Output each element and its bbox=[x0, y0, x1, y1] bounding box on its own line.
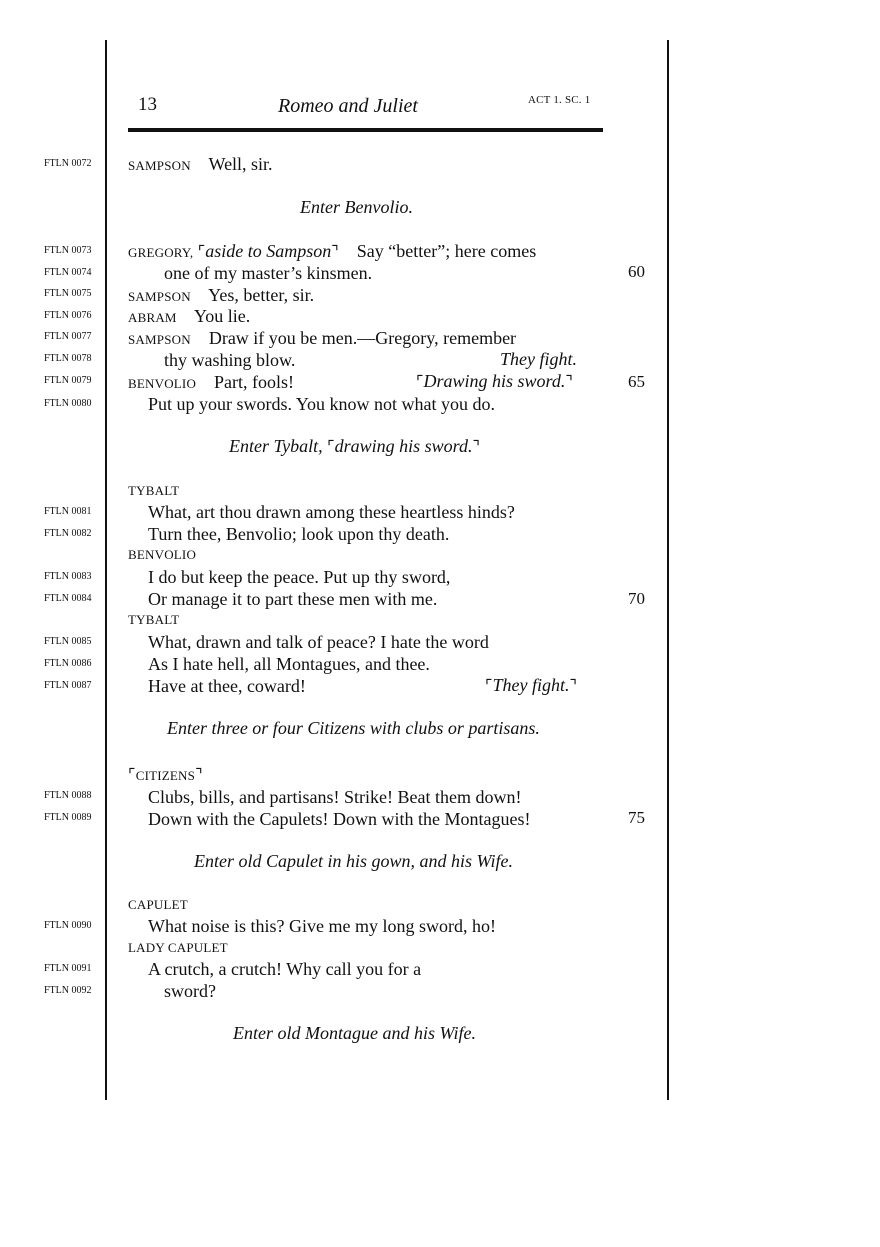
speaker-name: GREGORY, bbox=[128, 245, 194, 260]
speaker-name: CAPULET bbox=[128, 897, 188, 912]
ftln-label: FTLN 0084 bbox=[44, 593, 92, 604]
bracket-open: ⌜ bbox=[128, 767, 136, 784]
left-margin-rule bbox=[105, 40, 107, 1100]
line-text: I do but keep the peace. Put up thy sword, bbox=[148, 567, 451, 587]
speaker-name: TYBALT bbox=[128, 612, 180, 627]
line-text: What noise is this? Give me my long sword, ho! bbox=[148, 916, 496, 936]
bracket-open: ⌜ bbox=[327, 439, 335, 456]
stage-direction-text: Enter Tybalt, bbox=[229, 436, 323, 456]
dialogue-line bbox=[128, 240, 536, 264]
line-text: Turn thee, Benvolio; look upon thy death. bbox=[148, 524, 450, 544]
act-scene-label: ACT 1. SC. 1 bbox=[528, 94, 591, 106]
bracket-open: ⌜ bbox=[197, 244, 206, 261]
line-text: Yes, better, sir. bbox=[208, 285, 315, 305]
line-text: Put up your swords. You know not what you do. bbox=[148, 394, 496, 414]
bracket-close: ⌝ bbox=[472, 439, 481, 456]
ftln-label: FTLN 0085 bbox=[44, 636, 92, 647]
stage-direction: They fight. bbox=[500, 349, 577, 369]
line-text: Well, sir. bbox=[208, 154, 273, 174]
line-number: 65 bbox=[628, 372, 645, 391]
stage-direction-text: Drawing his sword. bbox=[423, 371, 566, 391]
line-text: Say “better”; here comes bbox=[356, 241, 537, 261]
line-text: Part, fools! bbox=[214, 372, 295, 392]
stage-direction-text: drawing his sword. bbox=[334, 436, 473, 456]
bracket-close: ⌝ bbox=[565, 374, 573, 391]
ftln-label: FTLN 0073 bbox=[44, 245, 92, 256]
line-text: thy washing blow. bbox=[164, 350, 296, 370]
line-text: You lie. bbox=[194, 306, 251, 326]
stage-direction: Enter old Montague and his Wife. bbox=[233, 1023, 476, 1043]
line-text: one of my master’s kinsmen. bbox=[164, 263, 373, 283]
speaker-name: LADY CAPULET bbox=[128, 940, 228, 955]
aside-direction: aside to Sampson bbox=[205, 241, 332, 261]
dialogue-line bbox=[128, 327, 516, 351]
line-number: 75 bbox=[628, 808, 645, 827]
speaker-name-text: CITIZENS bbox=[135, 768, 196, 783]
ftln-label: FTLN 0089 bbox=[44, 812, 92, 823]
header-rule bbox=[128, 128, 603, 132]
stage-direction-text: They fight. bbox=[492, 675, 570, 695]
speaker-name: ABRAM bbox=[128, 310, 177, 325]
speaker-name: BENVOLIO bbox=[128, 376, 197, 391]
right-margin-rule bbox=[667, 40, 669, 1100]
bracket-close: ⌝ bbox=[331, 244, 339, 261]
ftln-label: FTLN 0092 bbox=[44, 985, 92, 996]
ftln-label: FTLN 0090 bbox=[44, 920, 92, 931]
line-text: Clubs, bills, and partisans! Strike! Beat them down! bbox=[148, 787, 522, 807]
dialogue-line bbox=[128, 305, 250, 329]
dialogue-line bbox=[128, 153, 273, 177]
stage-direction: Enter three or four Citizens with clubs or partisans. bbox=[167, 718, 540, 738]
ftln-label: FTLN 0072 bbox=[44, 158, 92, 169]
ftln-label: FTLN 0082 bbox=[44, 528, 92, 539]
stage-direction: Enter Benvolio. bbox=[300, 197, 413, 217]
line-number: 70 bbox=[628, 589, 645, 608]
stage-direction bbox=[485, 675, 577, 696]
line-text: A crutch, a crutch! Why call you for a bbox=[148, 959, 422, 979]
stage-direction bbox=[229, 436, 480, 457]
ftln-label: FTLN 0081 bbox=[44, 506, 92, 517]
speaker-name: TYBALT bbox=[128, 483, 180, 498]
ftln-label: FTLN 0091 bbox=[44, 963, 92, 974]
ftln-label: FTLN 0078 bbox=[44, 353, 92, 364]
bracket-close: ⌝ bbox=[569, 678, 577, 695]
stage-direction: Enter old Capulet in his gown, and his Wife. bbox=[194, 851, 513, 871]
page-title: Romeo and Juliet bbox=[278, 95, 418, 117]
line-text: Or manage it to part these men with me. bbox=[148, 589, 438, 609]
ftln-label: FTLN 0083 bbox=[44, 571, 92, 582]
stage-direction bbox=[416, 371, 573, 392]
line-text: As I hate hell, all Montagues, and thee. bbox=[148, 654, 430, 674]
speaker-name: BENVOLIO bbox=[128, 547, 197, 562]
page-number: 13 bbox=[138, 94, 157, 115]
line-text: Have at thee, coward! bbox=[148, 676, 306, 696]
line-number: 60 bbox=[628, 262, 645, 281]
speaker-name: SAMPSON bbox=[128, 332, 191, 347]
speaker-name: SAMPSON bbox=[128, 289, 191, 304]
ftln-label: FTLN 0079 bbox=[44, 375, 92, 386]
ftln-label: FTLN 0086 bbox=[44, 658, 92, 669]
bracket-open: ⌜ bbox=[416, 374, 424, 391]
ftln-label: FTLN 0075 bbox=[44, 288, 92, 299]
dialogue-line bbox=[128, 371, 294, 395]
line-text: Down with the Capulets! Down with the Montagues! bbox=[148, 809, 531, 829]
speaker-name bbox=[128, 765, 203, 785]
line-text: What, drawn and talk of peace? I hate the word bbox=[148, 632, 489, 652]
speaker-name: SAMPSON bbox=[128, 158, 191, 173]
bracket-close: ⌝ bbox=[195, 767, 203, 784]
line-text: What, art thou drawn among these heartless hinds? bbox=[148, 502, 515, 522]
ftln-label: FTLN 0080 bbox=[44, 398, 92, 409]
line-text: sword? bbox=[164, 981, 216, 1001]
ftln-label: FTLN 0076 bbox=[44, 310, 92, 321]
ftln-label: FTLN 0077 bbox=[44, 331, 92, 342]
ftln-label: FTLN 0088 bbox=[44, 790, 92, 801]
line-text: Draw if you be men.—Gregory, remember bbox=[208, 328, 517, 348]
ftln-label: FTLN 0074 bbox=[44, 267, 92, 278]
ftln-label: FTLN 0087 bbox=[44, 680, 92, 691]
bracket-open: ⌜ bbox=[485, 678, 493, 695]
